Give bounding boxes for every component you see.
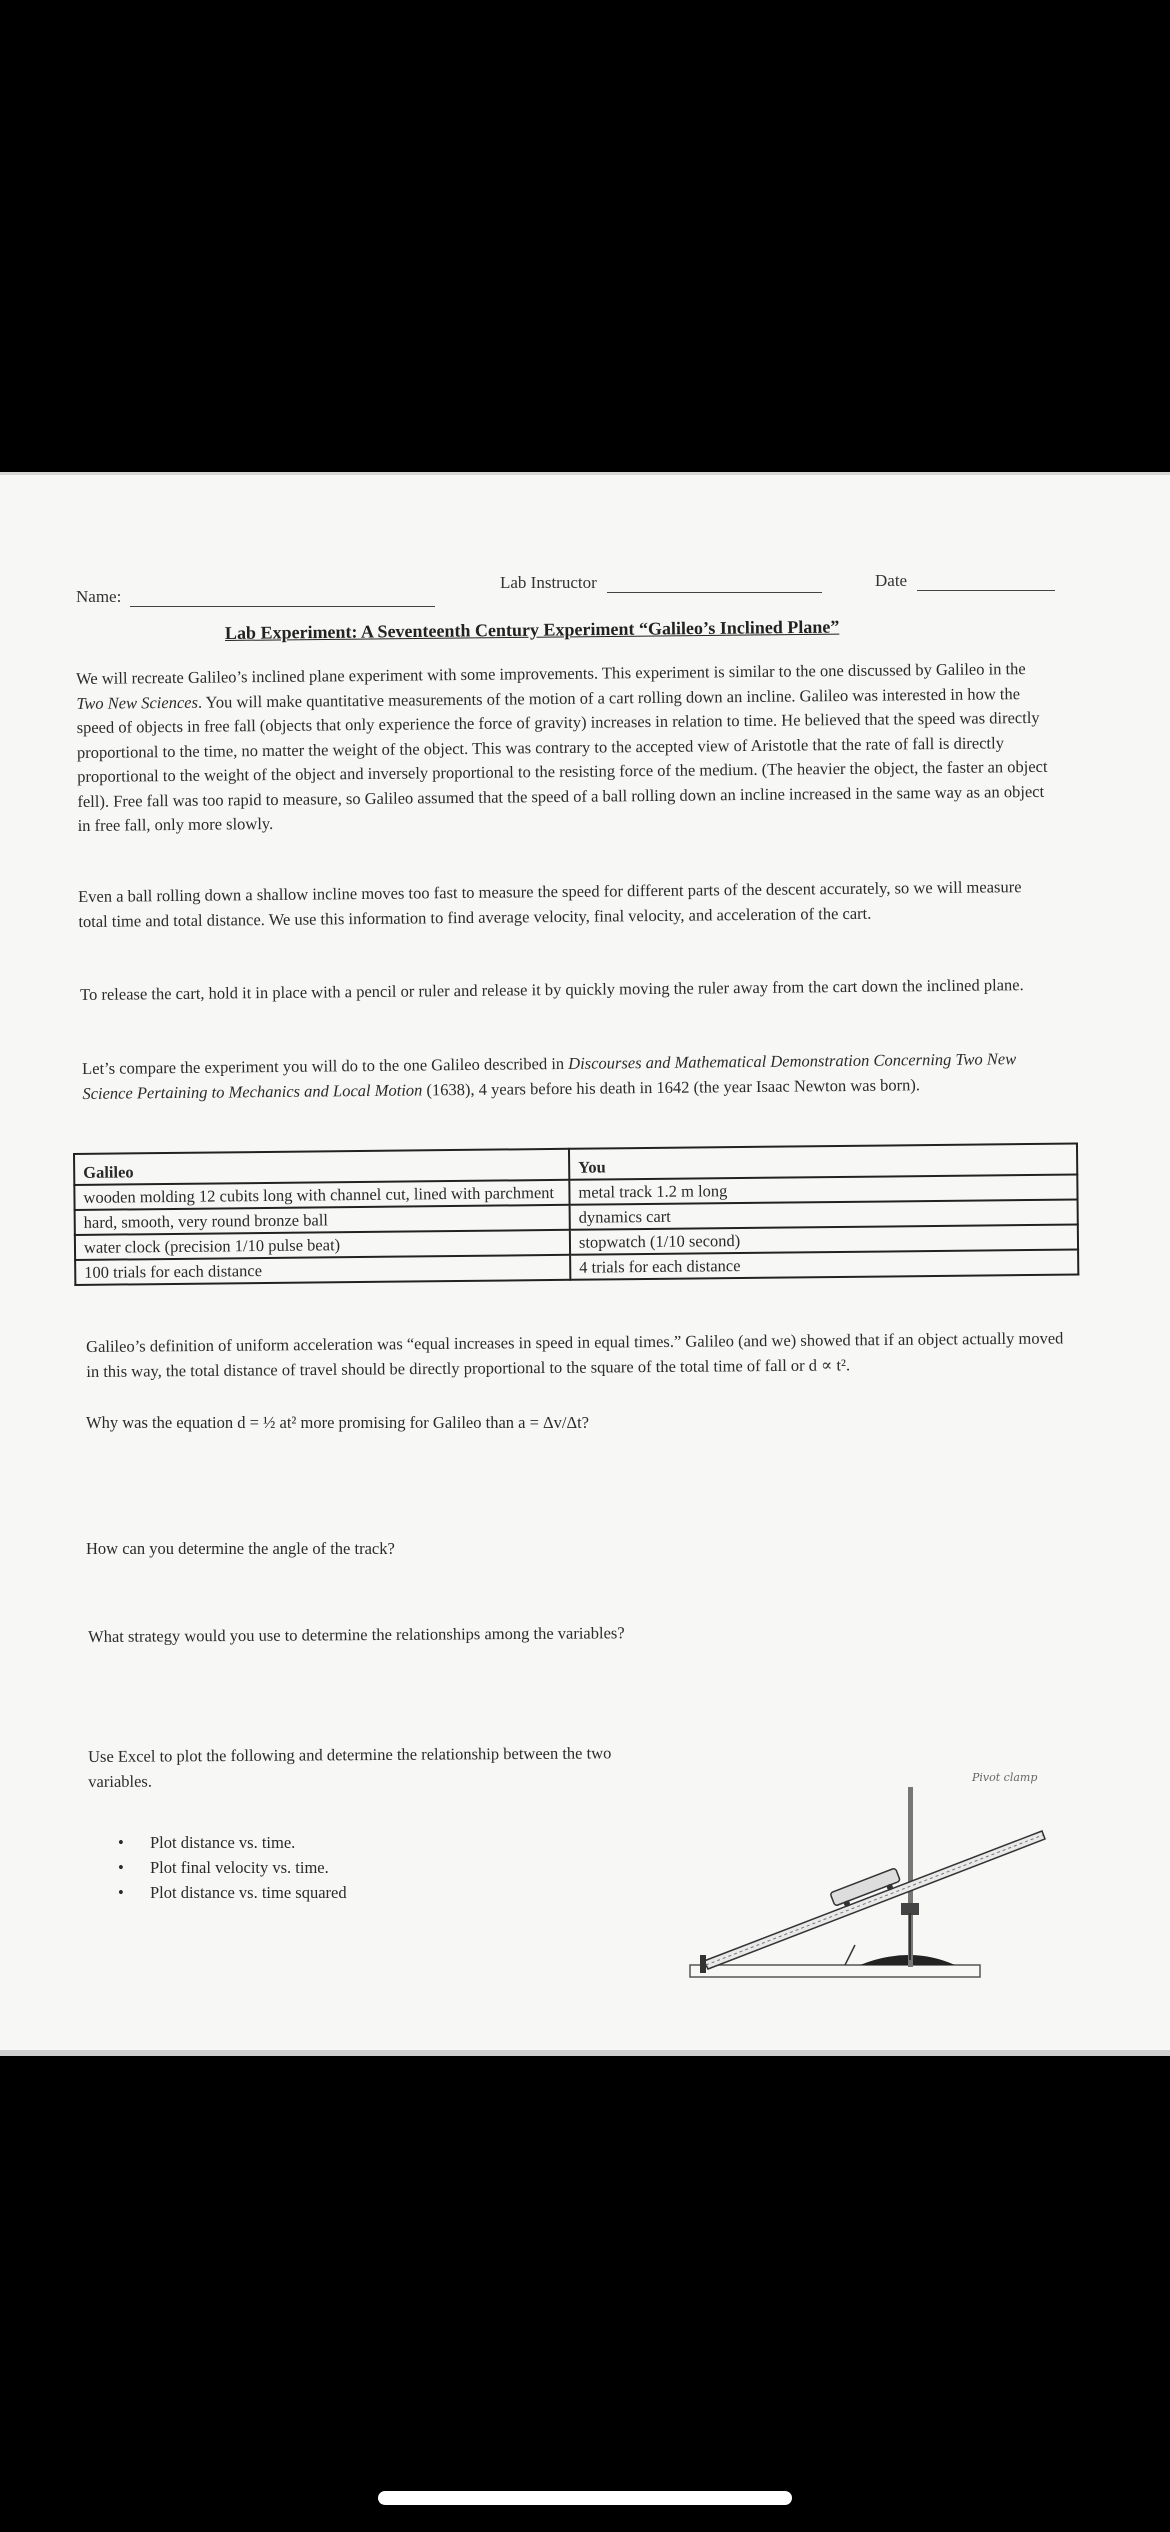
instructor-blank	[607, 579, 822, 593]
list-item	[118, 1855, 347, 1880]
intro-p4-text: Let’s compare the experiment you will do to the one Galileo described in	[82, 1053, 569, 1078]
page-title: Lab Experiment: A Seventeenth Century Experiment “Galileo’s Inclined Plane”	[224, 616, 840, 643]
discourses-title: Discourses and Mathematical Demonstration Concerning Two New Science Pertaining to Mechanics and Local Motion	[82, 1049, 1017, 1103]
instructor-label: Lab Instructor	[500, 573, 597, 592]
bullet-dot: •	[118, 1883, 124, 1902]
intro-paragraph-2: Even a ball rolling down a shallow incline moves too fast to measure the speed for different parts of the descent accurately, so we will measure total time and total distance. We use this information to find average velocity, final velocity, and acceleration of the cart.	[78, 877, 1022, 931]
equation-question: Why was the equation d = ½ at² more promising for Galileo than a = Δv/Δt?	[86, 1413, 589, 1432]
excel-instruction: Use Excel to plot the following and determine the relationship between the two variables.	[88, 1743, 612, 1791]
instructor-field	[500, 573, 822, 593]
book-title: Two New Sciences	[76, 692, 199, 713]
figure-label: Pivot clamp	[972, 1771, 1038, 1784]
intro-p1-text: We will recreate Galileo’s inclined plane experiment with some improvements. This experiment is similar to the one discussed by Galileo in the	[76, 659, 1026, 688]
strategy-question: What strategy would you use to determine the relationships among the variables?	[88, 1623, 625, 1646]
table-cell: water clock (precision 1/10 pulse beat)	[75, 1230, 570, 1260]
header-you: You	[569, 1143, 1077, 1179]
plot-list	[118, 1830, 347, 1905]
base-board	[690, 1965, 980, 1977]
table-cell: wooden molding 12 cubits long with channel cut, lined with parchment	[74, 1180, 569, 1210]
intro-paragraph-4	[82, 1047, 1052, 1106]
comparison-table	[73, 1142, 1079, 1286]
table-cell: stopwatch (1/10 second)	[570, 1224, 1078, 1254]
bullet-dot: •	[118, 1833, 124, 1852]
table-cell: hard, smooth, very round bronze ball	[75, 1205, 570, 1235]
list-item	[118, 1830, 347, 1855]
header-galileo: Galileo	[74, 1149, 569, 1185]
intro-paragraph-3: To release the cart, hold it in place with a pencil or ruler and release it by quickly moving the ruler away from the cart down the inclined plane.	[80, 975, 1024, 1004]
table-cell: metal track 1.2 m long	[569, 1174, 1077, 1204]
date-field	[875, 571, 1055, 591]
acceleration-definition: Galileo’s definition of uniform acceleration was “equal increases in speed in equal times.” Galileo (and we) showed that if an object actually moved in this way, the total distance of travel should be directly proportional to the square of the total time of fall or d ∝ t².	[86, 1328, 1064, 1381]
date-label: Date	[875, 571, 908, 590]
inclined-plane-diagram	[680, 1765, 1060, 2005]
plot-item-text: Plot distance vs. time.	[150, 1833, 296, 1852]
worksheet-page	[0, 472, 1170, 2056]
intro-p1-text-cont: . You will make quantitative measurements of the motion of a cart rolling down an incline. Galileo was interested in how the speed of objects in free fall (objects that only experience the force of gravity) increases in relation to time. He believed that the speed was directly proportional to the time, no matter the weight of the object. This was contrary to the accepted view of Aristotle that the rate of fall is directly proportional to the weight of the object and inversely proportional to the resisting force of the medium. (The heavier the object, the faster an object fell). Free fall was too rapid to measure, so Galileo assumed that the speed of a ball rolling down an incline increased in the same way as an object in free fall, only more slowly.	[76, 683, 1048, 835]
intro-p4-text-cont: (1638), 4 years before his death in 1642 (the year Isaac Newton was born).	[422, 1074, 921, 1099]
bullet-dot: •	[118, 1858, 124, 1877]
table-cell: 4 trials for each distance	[570, 1249, 1078, 1279]
date-blank	[917, 577, 1055, 591]
intro-paragraph-1	[76, 657, 1058, 839]
track-scale	[706, 1835, 1043, 1965]
name-field	[76, 587, 435, 607]
table-cell: 100 trials for each distance	[75, 1255, 570, 1285]
table-cell: dynamics cart	[570, 1199, 1078, 1229]
plot-item-text: Plot distance vs. time squared	[150, 1883, 347, 1902]
name-label: Name:	[76, 587, 122, 606]
end-stop	[700, 1955, 706, 1973]
home-indicator[interactable]	[378, 2491, 792, 2505]
angle-question: How can you determine the angle of the track?	[86, 1539, 395, 1558]
name-blank	[130, 593, 435, 607]
plot-item-text: Plot final velocity vs. time.	[150, 1858, 329, 1877]
stand-base	[860, 1955, 955, 1965]
release-pencil	[845, 1945, 855, 1965]
list-item	[118, 1880, 347, 1905]
